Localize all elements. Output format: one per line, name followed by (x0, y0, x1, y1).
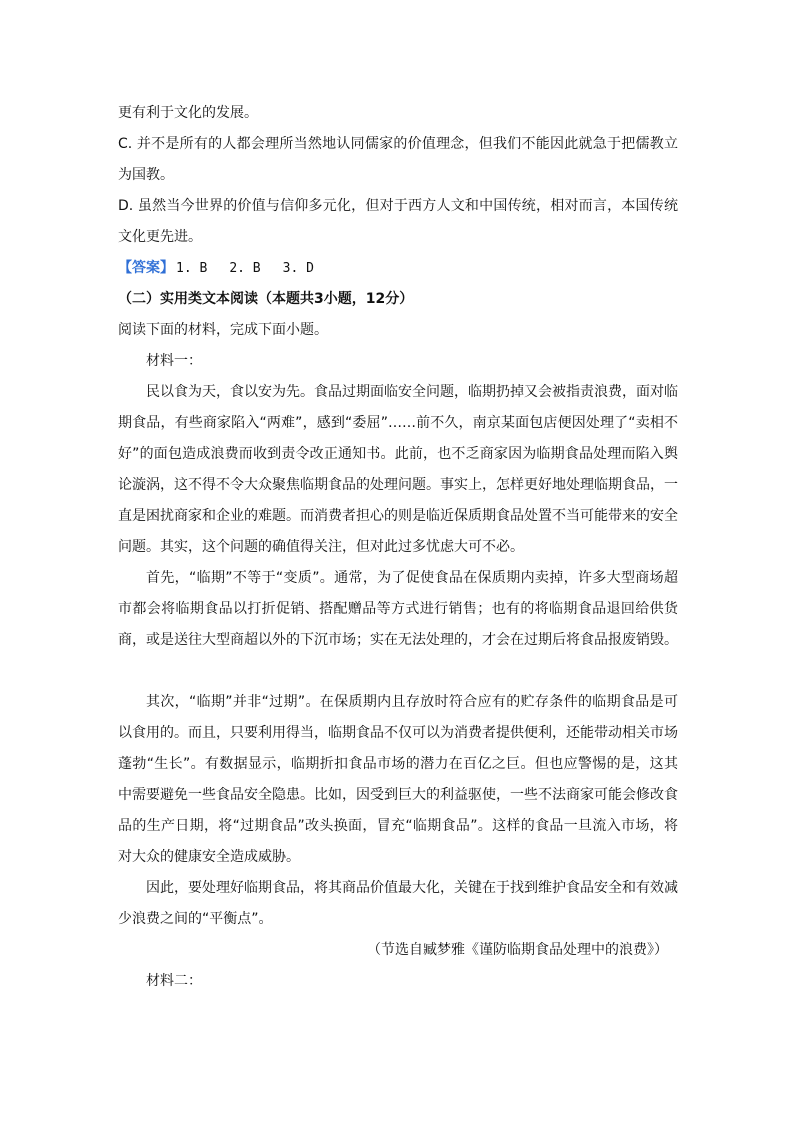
document-body (118, 98, 678, 997)
source-citation: （节选自臧梦雅《谨防临期食品处理中的浪费》） (367, 942, 668, 958)
option-b-continuation: 更有利于文化的发展。 (118, 105, 258, 121)
paragraph-spacer (118, 656, 678, 687)
answer-line (118, 253, 678, 284)
answer-item: 1. B (176, 261, 208, 276)
option-c: C. 并不是所有的人都会理所当然地认同儒家的价值理念，但我们不能因此就急于把儒教立为国教。 (118, 136, 678, 183)
material-paragraph: 首先，“临期”不等于“变质”。通常，为了促使食品在保质期内卖掉，许多大型商场超市都会将临期食品以打折促销、搭配赠品等方式进行销售；也有的将临期食品退回给供货商，或是送往大型商超以外的下沉市场；实在无法处理的，才会在过期后将食品报废销毁。 (118, 570, 678, 648)
material-paragraph: 其次，“临期”并非“过期”。在保质期内且存放时符合应有的贮存条件的临期食品是可以食用的。而且，只要利用得当，临期食品不仅可以为消费者提供便利，还能带动相关市场蓬勃“生长”。有数据显示，临期折扣食品市场的潜力在百亿之巨。但也应警惕的是，这其中需要避免一些食品安全隐患。比如，因受到巨大的利益驱使，一些不法商家可能会修改食品的生产日期，将“过期食品”改头换面，冒充“临期食品”。这样的食品一旦流入市场，将对大众的健康安全造成威胁。 (118, 694, 678, 865)
answer-tag: 【答案】 (118, 260, 174, 276)
material-paragraph: 因此，要处理好临期食品，将其商品价值最大化，关键在于找到维护食品安全和有效减少浪费之间的“平衡点”。 (118, 880, 678, 927)
material-two-label: 材料二： (146, 973, 202, 989)
option-d: D. 虽然当今世界的价值与信仰多元化，但对于西方人文和中国传统，相对而言，本国传统文化更先进。 (118, 198, 678, 245)
section-heading: （二）实用类文本阅读（本题共3小题，12分） (118, 291, 414, 307)
material-one-label: 材料一： (146, 353, 202, 369)
section-instruction: 阅读下面的材料，完成下面小题。 (118, 322, 328, 338)
answer-item: 3. D (282, 261, 314, 276)
material-paragraph: 民以食为天，食以安为先。食品过期面临安全问题，临期扔掉又会被指责浪费，面对临期食品，有些商家陷入“两难”，感到“委屈”……前不久，南京某面包店便因处理了“卖相不好”的面包造成浪费而收到责令改正通知书。此前，也不乏商家因为临期食品处理而陷入舆论漩涡，这不得不令大众聚焦临期食品的处理问题。事实上，怎样更好地处理临期食品，一直是困扰商家和企业的难题。而消费者担心的则是临近保质期食品处置不当可能带来的安全问题。其实，这个问题的确值得关注，但对此过多忧虑大可不必。 (118, 384, 678, 555)
answer-item: 2. B (229, 261, 261, 276)
